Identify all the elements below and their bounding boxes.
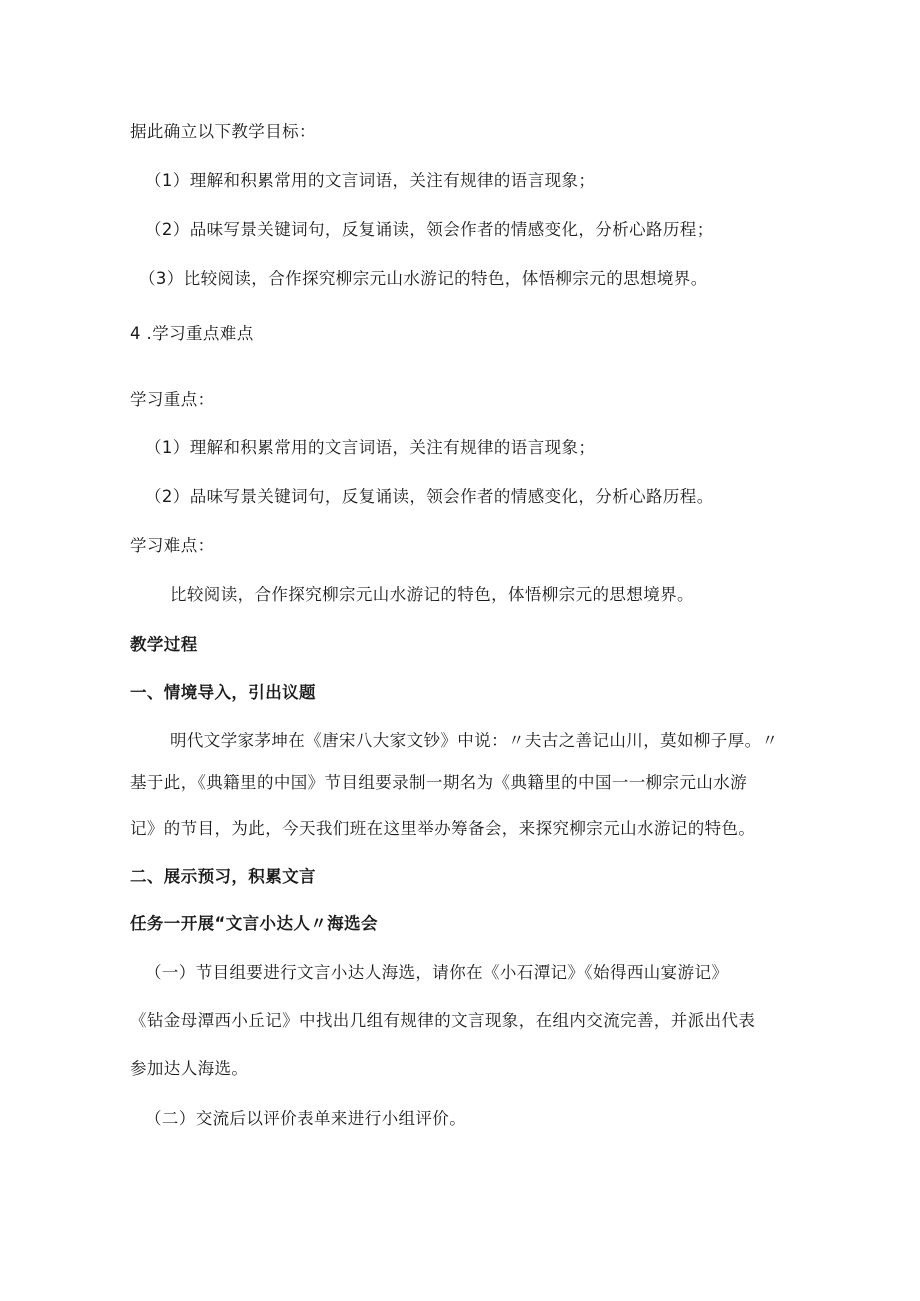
key-points-heading: 4 .学习重点难点	[130, 324, 254, 343]
section1-paragraph-line-1: 明代文学家茅坤在《唐宋八大家文钞》中说：〃夫古之善记山川，莫如柳子厚。〃	[170, 731, 779, 750]
focus-label: 学习重点：	[130, 390, 215, 409]
difficulty-label: 学习难点：	[130, 536, 215, 555]
objective-item-3: （3）比较阅读，合作探究柳宗元山水游记的特色，体悟柳宗元的思想境界。	[139, 269, 708, 288]
objective-item-2: （2）品味写景关键词句，反复诵读，领会作者的情感变化，分析心路历程；	[145, 220, 714, 239]
section1-title: 一、情境导入，引出议题	[130, 683, 316, 702]
section1-paragraph-line-2: 基于此，《典籍里的中国》节目组要录制一期名为《典籍里的中国一一柳宗元山水游	[130, 773, 748, 792]
focus-item-1: （1）理解和积累常用的文言词语，关注有规律的语言现象；	[145, 438, 596, 457]
section1-paragraph-line-3: 记》的节目，为此，今天我们班在这里举办筹备会，来探究柳宗元山水游记的特色。	[130, 819, 756, 838]
objectives-intro: 据此确立以下教学目标：	[130, 122, 316, 141]
focus-item-2: （2）品味写景关键词句，反复诵读，领会作者的情感变化，分析心路历程。	[145, 487, 714, 506]
task-one-title: 任务一开展“文言小达人〃海选会	[130, 914, 378, 933]
section2-title: 二、展示预习，积累文言	[130, 867, 316, 886]
objective-item-1: （1）理解和积累常用的文言词语，关注有规律的语言现象；	[145, 171, 596, 190]
step1-line-3: 参加达人海选。	[130, 1059, 249, 1078]
step1-line-2: 《钻金母潭西小丘记》中找出几组有规律的文言现象，在组内交流完善，并派出代表	[130, 1011, 756, 1030]
process-heading: 教学过程	[130, 635, 198, 654]
step1-line-1: （一）节目组要进行文言小达人海选，请你在《小石潭记》《始得西山宴游记》	[145, 963, 729, 982]
difficulty-text: 比较阅读，合作探究柳宗元山水游记的特色，体悟柳宗元的思想境界。	[170, 585, 694, 604]
step2-line: （二）交流后以评价表单来进行小组评价。	[145, 1109, 467, 1128]
